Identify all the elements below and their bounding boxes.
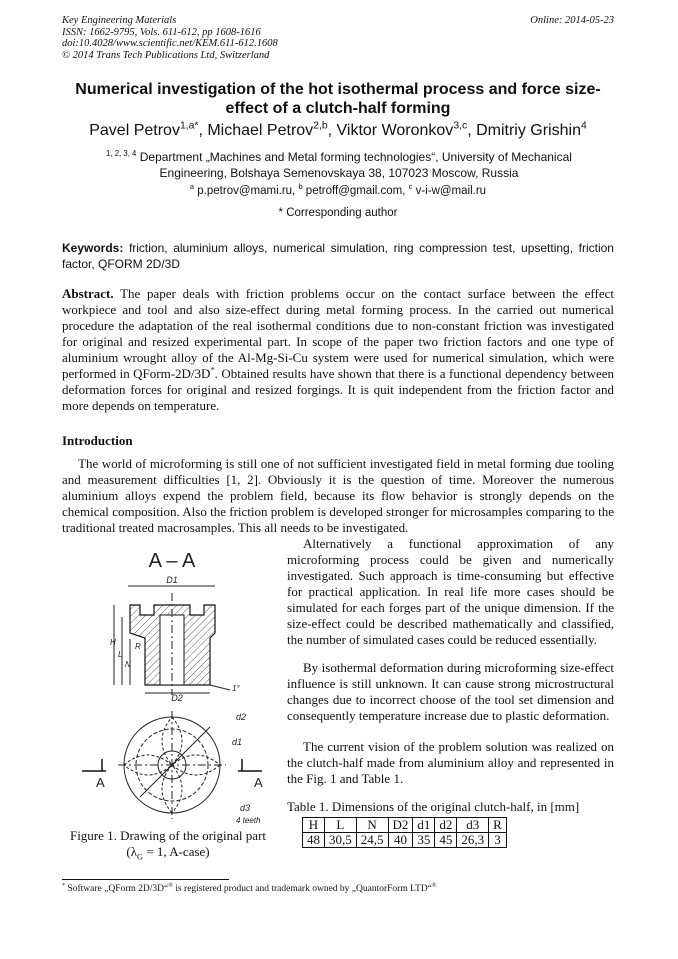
intro-paragraph-4: The current vision of the problem solution was realized on the clutch-half made from aluminium alloy and represented in the Fig. 1 and Table 1.	[287, 739, 614, 786]
paper-title: Numerical investigation of the hot isothermal process and force size-effect of a clutch-half forming	[75, 81, 601, 117]
section-marker-left: A	[96, 775, 105, 790]
journal-name: Key Engineering Materials	[62, 15, 177, 26]
copyright-line: © 2014 Trans Tech Publications Ltd, Switzerland	[62, 49, 270, 61]
table-header-cell: d3	[457, 818, 489, 833]
affiliation: $^{1, 2, 3, 4}$ Department „Machines and Metal forming technologies“, University of Mechanical Engineering, Bolshaya Semenovskaya 38, 107023 Moscow, Russia	[106, 149, 572, 180]
dim-label-d3: d3	[240, 803, 251, 813]
table-header-cell: H	[303, 818, 325, 833]
dim-label-r: R	[135, 642, 141, 651]
table-header-row	[303, 818, 507, 833]
dim-label-n: N	[125, 660, 131, 669]
intro-paragraph-1: The world of microforming is still one of not sufficient investigated field in metal forming due tooling and measurement difficulties [1, 2]. Obviously it is the question of time. Moreover the numerous aluminium alloys expend the problem field, because its flow behavior is strongly depends on the chemical composition. Also the friction problem is developed stronger for microsamples comparing to the traditional treated macrosamples. This all needs to be investigated.	[62, 456, 614, 535]
corresponding-author-note: * Corresponding author	[278, 207, 398, 219]
section-heading-introduction: Introduction	[62, 433, 133, 448]
email-list: $^a$ p.petrov@mami.ru, $^b$ petroff@gmail.com, $^c$ v-i-w@mail.ru	[189, 182, 487, 197]
table-cell: 40	[388, 833, 413, 848]
author-list	[62, 122, 614, 140]
dim-label-d1: d1	[232, 737, 243, 747]
author: Michael Petrov$^{2,b}$,	[207, 120, 337, 139]
email-link[interactable]: p.petrov@mami.ru,	[197, 185, 299, 197]
email-link[interactable]: v-i-w@mail.ru	[415, 185, 487, 197]
dimension-line	[140, 727, 210, 797]
email-link[interactable]: petroff@gmail.com,	[305, 185, 409, 197]
table-header-cell: R	[489, 818, 507, 833]
section-marker-right: A	[254, 775, 263, 790]
author: Dmitriy Grishin$^4$	[476, 120, 587, 139]
dim-label-h: H	[110, 638, 116, 647]
dim-label-l: L	[118, 650, 123, 659]
intro-paragraph-3: By isothermal deformation during microforming size-effect influence is still unknown. It can cause strong microstructural changes due to incorrect choose of the tool set dimension and consequently temperature increase due to plastic deformation.	[287, 660, 614, 723]
footnote: * Software „QForm 2D/3D“® is registered product and trademark owned by „QuantorForm LTD“®	[62, 882, 437, 894]
journal-header	[62, 15, 278, 61]
table-caption: Table 1. Dimensions of the original clutch-half, in [mm]	[287, 799, 580, 814]
table-header-cell: d1	[413, 818, 435, 833]
leader-line	[210, 685, 230, 690]
table-cell: 48	[303, 833, 325, 848]
dimensions-table	[302, 817, 507, 848]
figure-caption: Figure 1. Drawing of the original part ($\lambda_G = 1$, A-case)	[69, 828, 267, 862]
table-header-cell: D2	[388, 818, 413, 833]
table-cell: 35	[413, 833, 435, 848]
keywords: Keywords: friction, aluminium alloys, numerical simulation, ring compression test, upsetting, friction factor, QFORM 2D/3D	[62, 241, 614, 271]
table-cell: 3	[489, 833, 507, 848]
author: Viktor Woronkov$^{3,c}$,	[336, 120, 477, 139]
table-cell: 45	[435, 833, 457, 848]
teeth-count-label: 4 teeth	[236, 816, 261, 825]
dim-label-d2-bottom: D2	[171, 693, 183, 703]
dim-label-d2: d2	[236, 712, 247, 722]
table-row	[303, 833, 507, 848]
table-cell: 24,5	[356, 833, 388, 848]
doi-line: doi:10.4028/www.scientific.net/KEM.611-612.1608	[62, 38, 278, 49]
table-cell: 30,5	[325, 833, 357, 848]
footnote-divider	[62, 879, 229, 880]
table-header-cell: N	[356, 818, 388, 833]
dim-label-d1-top: D1	[166, 575, 178, 585]
abstract: Abstract. The paper deals with friction problems occur on the contact surface between the effect workpiece and tool and also size-effect during metal forming process. In the carried out numerical procedure the adaptation of the real isothermal conditions due to non-constant friction was investigated for original and resized experimental part. In scope of the paper two friction factors and one type of aluminium wrought alloy of the Al-Mg-Si-Cu system were used for numerical simulation, which were performed in QForm-2D/3D*. Obtained results have shown that there is a functional dependency between deformation forces for original and resized forgings. It is quit independent from the friction factor and more depends on temperature.	[62, 286, 615, 413]
section-label: A – A	[148, 550, 196, 572]
table-header-cell: d2	[435, 818, 457, 833]
table-cell: 26,3	[457, 833, 489, 848]
angle-label: 1°	[232, 684, 240, 693]
intro-paragraph-2: Alternatively a functional approximation of any microforming process could be given and numerically investigated. Such approach is time-consuming but effective for practical application. In real life more cases should be simulated for each forges part of the unique dimension. If the size-effect could be described mathematically and classified, the number of simulated cases could be reduced essentially.	[287, 536, 614, 647]
table-header-cell: L	[325, 818, 357, 833]
online-date: Online: 2014-05-23	[530, 15, 614, 26]
issn-line: ISSN: 1662-9795, Vols. 611-612, pp 1608-1616	[62, 26, 261, 38]
author: Pavel Petrov$^{1,a*}$,	[89, 120, 208, 139]
clutch-half-drawing	[60, 545, 270, 825]
